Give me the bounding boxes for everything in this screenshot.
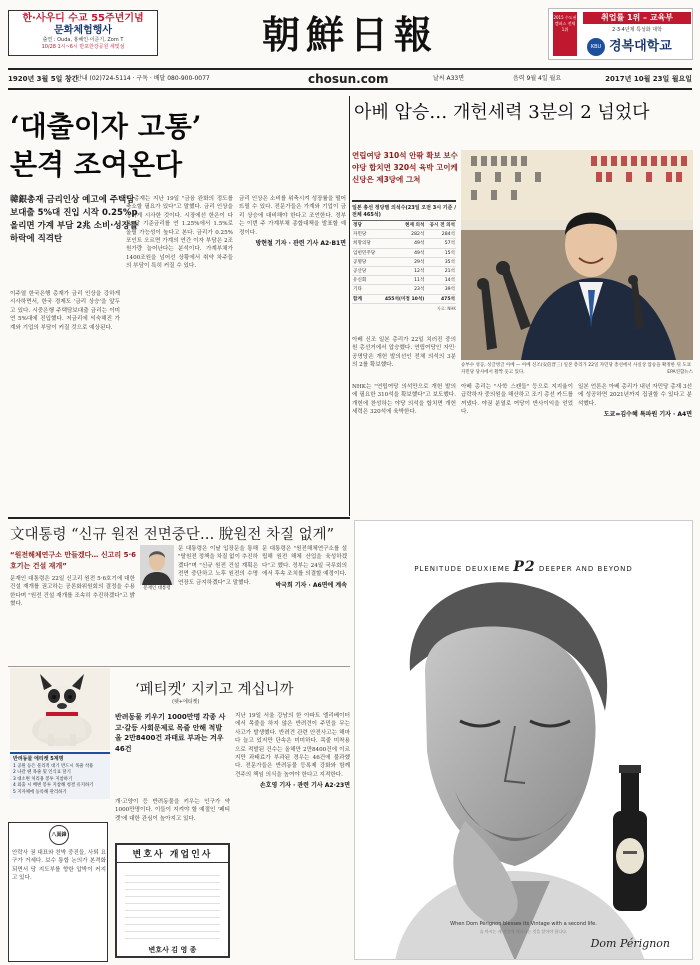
abe-body-col4 [578, 383, 692, 508]
abe-body-col3: 아베 총리는 "사학 스캔들" 등으로 지지율이 급락하자 중의원을 해산하고 조기 총선 카드를 꺼냈다. 야권 분열로 여당이 반사이익을 얻었다. [461, 384, 573, 416]
lead-body-col2: 이 총재는 지난 19일 "금융 완화의 정도를 축소할 필요가 있다"고 말했다. 금리 인상을 강하게 시사한 것이다. 시장에선 한은이 다음 달 기준금리를 연 1.25%에서 1.5%로 올릴 가능성이 높다고 본다. 금리가 0.25%포인트 오르면 가계의 연간 이자 부담은 2조원가량 늘어난다는 분석이다. 가계부채가 1400조원을 넘어선 상황에서 취약 차주들의 부담이 특히 커질 수 있다. [126, 196, 233, 270]
section-rule-left [8, 517, 350, 519]
table-row [352, 257, 456, 266]
list-item: 2 나갈 땐 목줄 및 인식표 달기 [13, 770, 71, 776]
seats-now: 49석 [379, 248, 425, 257]
abe-photo-image [461, 150, 693, 360]
moon-headline[interactable]: 文대통령 “신규 원전 전면중단… 脫원전 차질 없게” [10, 527, 335, 543]
column-divider-top [349, 96, 350, 516]
column-title: 八面鋒 [49, 825, 69, 845]
seats-now: 282석 [379, 230, 425, 239]
pet-etiquette-title: 반려동물 에티켓 5계명 [13, 756, 64, 762]
pet-body-col2-text: 지난 19일 서울 강남의 한 아파트 엘리베이터에서 목줄을 하지 않은 반려견이 주민을 무는 사고가 발생했다. 반려견 관련 안전사고는 해마다 늘고 있지만 단속은 미미하다. 목줄 미착용으로 적발된 건수는 올해만 2만8400건에 이르지만 과태료가 부과된 경우는 46건에 불과했다. 전문가들은 반려동물 등록제 강화와 함께 견주의 책임 의식을 높여야 한다고 지적한다. [235, 713, 350, 778]
party-name: 유신회 [352, 276, 379, 285]
site-domain-link[interactable]: chosun.com [308, 72, 389, 86]
lunar-date: 음력 9월 4일 월요 [513, 75, 562, 82]
abe-subhead: 연립여당 310석 안팎 확보 보수 야당 합치면 320석 육박 고이케 신당은 제3당에 그쳐 [352, 151, 458, 184]
lead-headline[interactable] [10, 108, 240, 184]
ad-university-name: 경복대학교 [609, 39, 672, 54]
header-rule-top [8, 68, 692, 70]
president-portrait [140, 545, 174, 585]
wine-ad-image [355, 521, 693, 960]
abe-headline[interactable]: 아베 압승… 개헌세력 3분의 2 넘었다 [354, 102, 650, 123]
table-source: 자료: NHK [437, 305, 456, 311]
party-name: 기타 [352, 285, 379, 294]
table-row [352, 285, 456, 294]
table-header: 현재 의석 [379, 221, 425, 230]
wine-ad-headline-post: DEEPER AND BEYOND [538, 565, 633, 573]
table-row [352, 266, 456, 275]
seats-before: 35석 [425, 257, 456, 266]
dom-perignon-ad[interactable] [354, 520, 693, 960]
seats-now: 12석 [379, 266, 425, 275]
seats-now: 455석(미정 10석) [379, 294, 425, 303]
lawyer-ad-body [125, 869, 220, 939]
table-row [352, 276, 456, 285]
wine-ad-mark: P2 [513, 559, 536, 575]
masthead-logo[interactable]: 朝鮮日報 [261, 12, 438, 57]
issue-date: 2017년 10월 23일 월요일 [605, 75, 692, 83]
ad-saudi-line4: 10/28 1시~6시 반포한강공원 세빛섬 [41, 44, 125, 50]
header-rule-bottom [8, 88, 692, 90]
abe-byline: 도쿄=김수혜 특파원 기자 · A4면 [603, 411, 692, 419]
lead-byline: 방현철 기자 · 관련 기사 A2·B1면 [255, 240, 346, 248]
lawyer-ad-name: 변호사 김 영 종 [148, 946, 197, 954]
pet-byline: 손호영 기자 · 관련 기사 A2·23면 [259, 782, 350, 790]
seats-now: 11석 [379, 276, 425, 285]
pet-etiquette-box [10, 752, 110, 799]
university-logo-icon: KBU [587, 38, 605, 56]
wine-ad-tagline: When Dom Pérignon blesses its Vintage with a second life. [450, 921, 597, 927]
abe-photo-credit: EPA연합뉴스 [667, 369, 693, 375]
column-body: 안락사 권 대표와 친박 중진들, 사퇴 요구가 거세다. 보수 통합 논의가 본격화되면서 당 지도부를 향한 압박이 커지고 있다. [12, 850, 106, 882]
lead-headline-line2: 본격 조여온다 [10, 148, 183, 181]
abe-body-col4-text: 일본 언론은 아베 총리가 내년 자민당 총재 3선에 성공하면 2021년까지 집권할 수 있다고 분석했다. [578, 384, 692, 407]
contact-info: 안내 (02)724-5114 · 구독 · 배달 080-900-0077 [76, 75, 210, 82]
pet-headline[interactable]: ‘페티켓’ 지키고 계십니까 [135, 682, 294, 698]
seats-now: 23석 [379, 285, 425, 294]
pet-body-col2 [235, 712, 350, 917]
dog-image [10, 668, 110, 750]
section-rule-pet [8, 666, 350, 667]
dateline [8, 72, 692, 86]
moon-body-col3 [262, 545, 347, 663]
abe-body-col1: 아베 신조 일본 총리가 22일 치러진 중의원 총선거에서 압승했다. 연립여당인 자민·공명당은 개헌 발의선인 전체 의석의 3분의 2를 확보했다. [352, 337, 456, 369]
party-name: 공명당 [352, 257, 379, 266]
table-row [352, 230, 456, 239]
lead-subhead: 韓銀총재 금리인상 예고에 주택담보대출 5%대 진입 시작 0.25%p 올리면 가계 부담 2兆 소비·성장률 하락에 직격탄 [10, 195, 139, 244]
seats-before: 57석 [425, 239, 456, 248]
president-name-label: 문재인 대통령 [143, 586, 171, 591]
opinion-column-box[interactable] [8, 822, 108, 962]
lead-body-col1: 이주열 한국은행 총재가 금리 인상을 강하게 시사하면서, 한국 경제도 '금리 상승'을 앞두고 있다. 시중은행 주택담보대출 금리는 이미 연 5%대에 진입했다. 저금리에 익숙해진 가계와 기업의 부담이 커질 것으로 예상된다. [10, 291, 120, 331]
founded-date: 1920년 3월 5일 창간 [8, 75, 79, 83]
seats-before: 39석 [425, 285, 456, 294]
lead-body-col3 [239, 195, 346, 515]
ad-saudi-line1: 한·사우디 수교 55주년기념 [22, 13, 144, 24]
table-row [352, 239, 456, 248]
lead-headline-line1: ‘대출이자 고통’ [10, 110, 202, 143]
pet-body-col1: 개·고양이 등 반려동물을 키우는 인구가 약 1000만명이다. 이들이 지켜야 할 예절인 '페티켓'에 대한 관심이 높아지고 있다. [115, 799, 230, 822]
moon-byline: 박국희 기자 · A6면에 계속 [275, 581, 347, 589]
party-name: 희망의당 [352, 239, 379, 248]
abe-body-col2: NHK는 "연립여당 의석만으로 개헌 발의에 필요한 310석을 확보했다"고 보도했다. 개헌에 찬성하는 야당 의석을 합치면 개헌세력은 320석에 육박한다. [352, 384, 456, 416]
party-name: 입헌민주당 [352, 248, 379, 257]
lawyer-ad-title: 변호사 개업인사 [117, 845, 228, 863]
party-name: 공산당 [352, 266, 379, 275]
table-row [352, 248, 456, 257]
seats-before: 21석 [425, 266, 456, 275]
seats-before: 15석 [425, 248, 456, 257]
table-header: 공시 전 의석 [425, 221, 456, 230]
table-row [352, 294, 456, 303]
abe-photo-caption [461, 363, 693, 376]
ad-saudi-line3: 출연 : Ouda, 홍혜인·이준기, Zom T [42, 37, 124, 43]
moon-body-col2: 문 대통령은 이날 입장문을 통해 "탈원전 정책을 차질 없이 추진하겠다"며 "신규 원전 건설 계획은 전면 중단하고 노후 원전의 수명 연장도 금지하겠다"고 말했다. [178, 546, 258, 586]
portrait-image [140, 545, 174, 585]
election-table-caption: 일본 총선 정당별 의석수(23일 오전 3시 기준 / 전체 465석) [352, 202, 456, 221]
election-seat-table [352, 200, 456, 330]
list-item: 3 대소변 처리용 봉투 지참하기 [13, 776, 73, 782]
party-name: 자민당 [352, 230, 379, 239]
ad-university-sub: 2·3·4년제 특성화 대학 [612, 27, 662, 33]
list-item: 4 외출 시 배변 봉투 지참해 청결 유지하기 [13, 783, 94, 789]
abe-photo-caption-text: 승부수 성공, 싱글벙글 아베 — 아베 신조(安倍晋三) 일본 총리가 22일 자민당 총선에서 사실상 압승을 확정한 뒤 도쿄 자민당 당사에서 활짝 웃고 있다. [461, 363, 691, 375]
seats-now: 49석 [379, 239, 425, 248]
dog-photo [10, 668, 110, 750]
lead-body-col3-text: 금리 인상은 소비를 위축시켜 성장률을 떨어뜨릴 수 있다. 전문가들은 가계와 기업이 금리 상승에 대비해야 한다고 조언한다. 정부는 이번 주 가계부채 종합대책을 발표할 예정이다. [239, 196, 346, 236]
pet-kicker: (펫+에티켓) [172, 699, 200, 705]
wine-ad-legal: 술 마시는 게 건강에 해롭다는 것을 알아야 합니다. [479, 929, 568, 934]
lawyer-ad[interactable] [115, 843, 230, 958]
ad-university-seal: 2015 수도권 캠퍼스 전체 1위 [553, 12, 577, 56]
dom-perignon-logo: Dom Pérignon [590, 937, 670, 950]
list-item: 1 공원 등은 물리적 대기 반드시 목줄 착용 [13, 763, 94, 769]
weather-ref: 날씨 A33면 [433, 75, 465, 82]
seats-before: 14석 [425, 276, 456, 285]
ad-saudi-culture[interactable] [8, 10, 158, 56]
seats-before: 475석 [425, 294, 456, 303]
moon-subhead: “원전해체연구소 만들겠다… 신고리 5·6호기는 건설 재개” [10, 551, 136, 570]
ad-university[interactable] [548, 8, 693, 60]
wine-ad-headline-pre: PLENITUDE DEUXIEME [414, 565, 511, 573]
table-header: 정당 [352, 221, 379, 230]
pet-subhead: 반려동물 키우기 1000만명 각종 사고·갈등 사회문제로 목줄 안해 적발 올 2만8400건 과태료 부과는 겨우 46건 [115, 713, 226, 753]
moon-body-col3-text: 문 대통령은 "원전해체연구소를 설립해 원전 해체 산업을 육성하겠다"고 했다. 정부는 24일 국무회의에서 후속 조치를 의결할 예정이다. [262, 546, 347, 578]
list-item: 5 지자체에 등록해 관리하기 [13, 789, 67, 795]
moon-body-col1: 문재인 대통령은 22일 신고리 원전 5·6호기에 대한 건설 재개를 권고하는 공론화위원회의 결정을 수용한다며 "원전 건설 재개를 조속히 추진하겠다"고 밝혔다. [10, 576, 135, 608]
abe-photo[interactable] [461, 150, 693, 360]
party-name: 합계 [352, 294, 379, 303]
seats-before: 284석 [425, 230, 456, 239]
ad-university-tag: 취업률 1위 – 교육부 [583, 12, 691, 24]
seats-now: 29석 [379, 257, 425, 266]
ad-saudi-line2: 문화체험행사 [54, 25, 112, 36]
